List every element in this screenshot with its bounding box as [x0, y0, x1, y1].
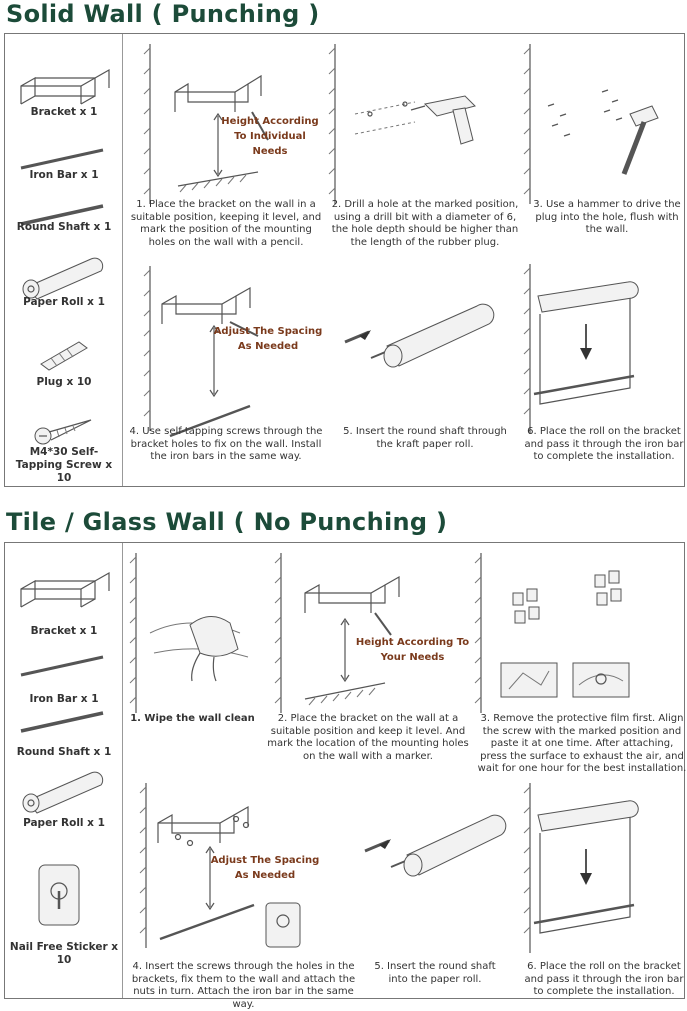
step3-caption: 3. Remove the protective film first. Align the screw with the marked position and paste it at one time. After attaching, press the surface to exhaust the air, and wait for one hour for the best installation.: [477, 713, 687, 774]
part-round-shaft: Round Shaft x 1: [16, 746, 112, 758]
step5-shaft-illustration: [335, 284, 515, 394]
step6-caption: 6. Place the roll on the bracket and pass it through the iron bar to complete the installation.: [524, 961, 684, 997]
part-round-shaft: Round Shaft x 1: [16, 221, 112, 233]
step6-roll-illustration: [520, 264, 685, 434]
step3-sticker-illustration: [475, 553, 680, 713]
step1-caption: 1. Place the bracket on the wall in a suitable position, keeping it level, and mark the position of the mounting holes on the wall with a pencil.: [130, 199, 322, 248]
step3-hammer-illustration: [520, 44, 685, 204]
tile-glass-wall-panel: [4, 542, 687, 1010]
step1-caption: 1. Wipe the wall clean: [130, 713, 255, 724]
solid-wall-panel: [4, 33, 685, 487]
step5-caption: 5. Insert the round shaft through the kraft paper roll.: [343, 426, 507, 450]
part-iron-bar: Iron Bar x 1: [29, 169, 99, 181]
note-spacing-tile: Adjust The Spacing As Needed: [210, 855, 320, 881]
step3-caption: 3. Use a hammer to drive the plug into the hole, flush with the wall.: [533, 199, 681, 235]
note-spacing-solid: Adjust The Spacing As Needed: [213, 326, 323, 352]
part-paper-roll: Paper Roll x 1: [23, 817, 105, 829]
step4-caption: 4. Use self-tapping screws through the bracket holes to fix on the wall. Install the iron bars in the same way.: [129, 426, 323, 462]
step1-wipe-illustration: [130, 553, 270, 713]
section-title-tile-glass-wall: Tile / Glass Wall ( No Punching ): [6, 508, 448, 536]
step5-caption: 5. Insert the round shaft into the paper roll.: [374, 961, 496, 985]
note-height-tile: Height According To Your Needs: [355, 637, 470, 663]
paper-roll-icon: [17, 773, 107, 813]
part-plug: Plug x 10: [36, 376, 92, 388]
round-shaft-icon: [17, 707, 107, 737]
part-bracket: Bracket x 1: [30, 106, 98, 118]
step6-caption: 6. Place the roll on the bracket and pass it through the iron bar to complete the installation.: [524, 426, 684, 462]
part-bracket: Bracket x 1: [30, 625, 98, 637]
step2-drill-illustration: [325, 44, 525, 204]
panel-divider: [122, 34, 123, 486]
iron-bar-icon: [17, 651, 107, 681]
section-title-solid-wall: Solid Wall ( Punching ): [6, 0, 320, 28]
part-iron-bar: Iron Bar x 1: [29, 693, 99, 705]
step6-roll-illustration: [520, 783, 685, 958]
step4-caption: 4. Insert the screws through the holes in the brackets, fix them to the wall and attach the nuts in turn. Attach the iron bar in the same way.: [131, 961, 356, 1010]
part-screw: M4*30 Self-Tapping Screw x 10: [15, 446, 113, 484]
paper-roll-icon: [17, 259, 107, 299]
panel-divider: [122, 543, 123, 998]
bracket-icon: [15, 567, 115, 627]
part-paper-roll: Paper Roll x 1: [23, 296, 105, 308]
screw-icon: [29, 414, 99, 448]
plug-icon: [35, 334, 95, 374]
step2-bracket-illustration: [275, 553, 475, 713]
step2-caption: 2. Place the bracket on the wall at a suitable position and keep it level. And mark the location of the mounting holes on the wall with a marker.: [267, 713, 469, 762]
step2-caption: 2. Drill a hole at the marked position, using a drill bit with a diameter of 6, the hole depth should be higher than the length of the rubber plug.: [331, 199, 519, 248]
note-height-solid: Height According To Individual Needs: [221, 116, 319, 157]
nail-free-sticker-icon: [35, 861, 85, 931]
step5-shaft-illustration: [355, 793, 525, 903]
part-nail-free-sticker: Nail Free Sticker x 10: [9, 941, 119, 966]
